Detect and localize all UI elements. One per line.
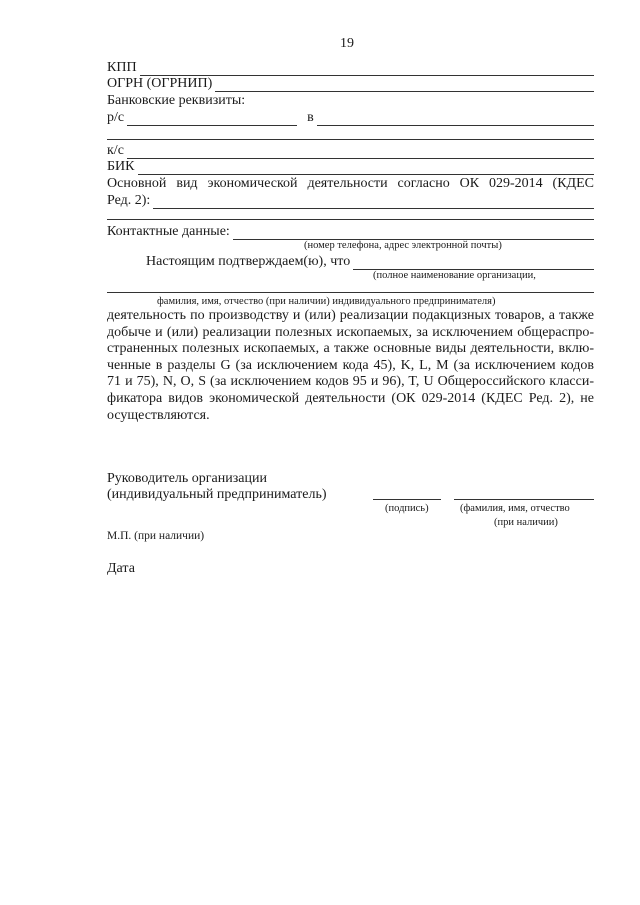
text-line: деятельность по производству и (или) реализации подакцизных товаров, а также: [107, 308, 594, 323]
organization-name-line[interactable]: [353, 257, 594, 270]
kpp-line[interactable]: [140, 63, 594, 76]
text-line: ченные в разделы G (за исключением кода 45), K, L, M (за исключением кодов: [107, 357, 594, 373]
full-name-hint-optional: (при наличии): [494, 517, 558, 528]
bank-continuation-line[interactable]: [107, 139, 594, 140]
contacts-hint: (номер телефона, адрес электронной почты): [304, 240, 502, 251]
ogrn-line[interactable]: [215, 79, 594, 92]
ogrn-label: ОГРН (ОГРНИП): [107, 76, 213, 91]
confirm-lead: Настоящим подтверждаем(ю), что: [146, 254, 351, 269]
contacts-field: [107, 224, 594, 240]
rs-label: р/с: [107, 110, 125, 125]
okved-line[interactable]: [153, 196, 594, 209]
head-label-line1: Руководитель организации: [107, 471, 267, 486]
ks-line[interactable]: [127, 146, 594, 159]
rs-field: [107, 110, 594, 126]
head-label-line2: (индивидуальный предприниматель): [107, 487, 327, 502]
okved-field: [107, 193, 594, 209]
text-line: страненных полезных ископаемых, а также основные виды деятельности, вклю-: [107, 341, 594, 357]
okved-label-line2: Ред. 2):: [107, 193, 151, 208]
text-line: добыче и (или) реализации полезных ископаемых, за исключением общераспро-: [107, 324, 594, 340]
ks-field: [107, 143, 594, 159]
rs-line[interactable]: [127, 113, 297, 126]
kpp-label: КПП: [107, 60, 137, 75]
entrepreneur-name-hint: фамилия, имя, отчество (при наличии) индивидуального предпринимателя): [157, 296, 496, 307]
bank-in-label: в: [307, 110, 314, 125]
confirm-field: [146, 254, 594, 270]
bik-line[interactable]: [138, 162, 595, 175]
text-line: осуществляются.: [107, 407, 210, 423]
text-line: 71 и 75), N, O, S (за исключением кодов 95 и 96), T, U Общероссийского класси-: [107, 374, 594, 390]
bik-label: БИК: [107, 159, 135, 174]
ogrn-field: [107, 76, 594, 92]
organization-name-continuation-line[interactable]: [107, 292, 594, 293]
signature-line[interactable]: [373, 499, 441, 500]
text-line: фикатора видов экономической деятельности (ОК 029-2014 (КДЕС Ред. 2), не: [107, 390, 594, 406]
full-name-hint: (фамилия, имя, отчество: [460, 503, 570, 514]
full-name-line[interactable]: [454, 499, 594, 500]
okved-continuation-line[interactable]: [107, 219, 594, 220]
page-number: 19: [340, 36, 354, 51]
contacts-line[interactable]: [233, 227, 594, 240]
stamp-label: М.П. (при наличии): [107, 530, 205, 542]
ks-label: к/с: [107, 143, 124, 158]
bank-details-label: Банковские реквизиты:: [107, 93, 246, 108]
bank-name-line[interactable]: [317, 113, 594, 126]
contacts-label: Контактные данные:: [107, 224, 230, 239]
signature-hint: (подпись): [385, 503, 429, 514]
bik-field: [107, 159, 594, 175]
organization-name-hint: (полное наименование организации,: [373, 270, 536, 281]
date-label: Дата: [107, 561, 135, 576]
confirmation-text: [107, 308, 594, 424]
kpp-field: [107, 60, 594, 76]
okved-label-line1: Основной вид экономической деятельности согласно ОК 029-2014 (КДЕС: [107, 176, 594, 191]
